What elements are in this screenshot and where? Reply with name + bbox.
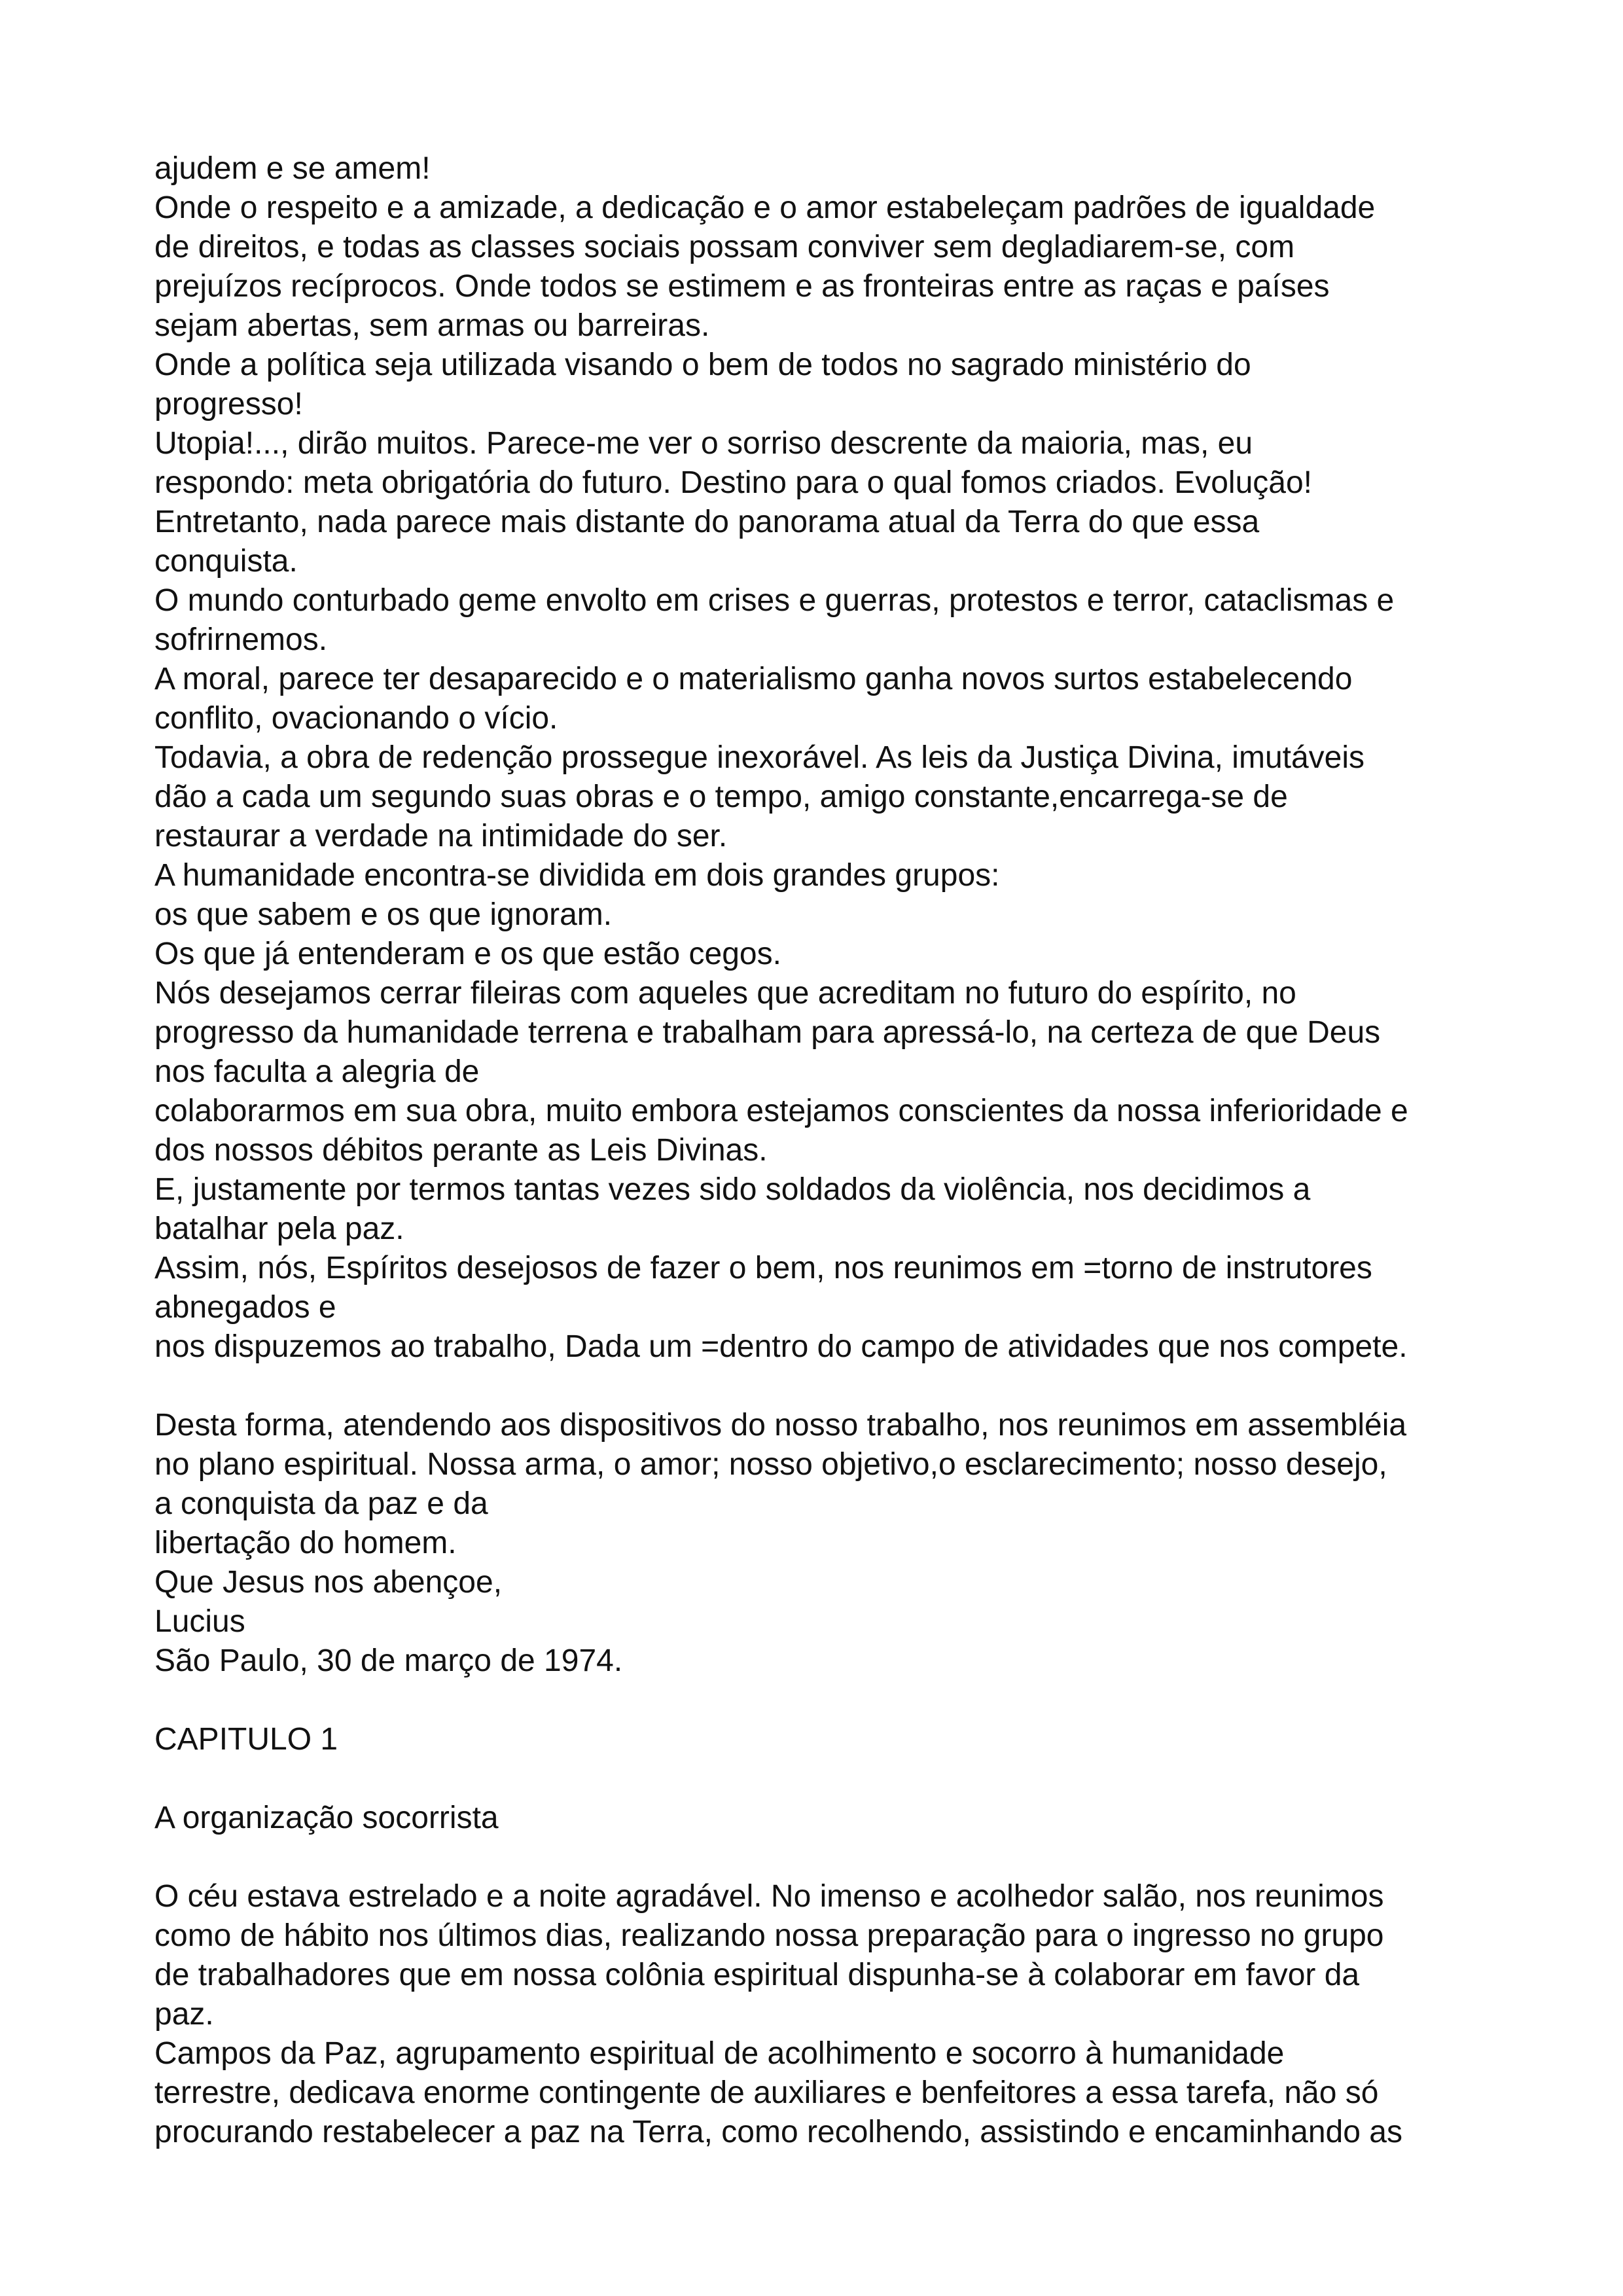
chapter-heading: CAPITULO 1 <box>154 1722 338 1757</box>
text-line: sejam abertas, sem armas ou barreiras. <box>154 308 710 343</box>
text-line: os que sabem e os que ignoram. <box>154 897 613 932</box>
text-line: procurando restabelecer a paz na Terra, como recolhendo, assistindo e encaminhando as <box>154 2115 1402 2149</box>
text-line: abnegados e <box>154 1290 336 1325</box>
text-line: sofrirnemos. <box>154 622 328 657</box>
text-line: colaborarmos em sua obra, muito embora estejamos conscientes da nossa inferioridade e <box>154 1094 1408 1128</box>
text-line: nos dispuzemos ao trabalho, Dada um =dentro do campo de atividades que nos compete. <box>154 1329 1408 1364</box>
text-line: A humanidade encontra-se dividida em dois grandes grupos: <box>154 858 1000 893</box>
text-line: de trabalhadores que em nossa colônia espiritual dispunha-se à colaborar em favor da <box>154 1958 1360 1992</box>
document-page <box>154 149 1489 2152</box>
blank-line <box>154 1367 1489 1406</box>
text-line: restaurar a verdade na intimidade do ser. <box>154 819 728 853</box>
text-line: Entretanto, nada parece mais distante do panorama atual da Terra do que essa <box>154 505 1260 539</box>
blank-line <box>154 1681 1489 1720</box>
text-line: A moral, parece ter desaparecido e o materialismo ganha novos surtos estabelecendo <box>154 662 1353 696</box>
text-line: ajudem e se amem! <box>154 151 431 186</box>
text-line: terrestre, dedicava enorme contingente de auxiliares e benfeitores a essa tarefa, não só <box>154 2075 1379 2110</box>
text-line: Campos da Paz, agrupamento espiritual de acolhimento e socorro à humanidade <box>154 2036 1285 2071</box>
text-line: como de hábito nos últimos dias, realizando nossa preparação para o ingresso no grupo <box>154 1918 1384 1953</box>
text-line: Assim, nós, Espíritos desejosos de fazer o bem, nos reunimos em =torno de instrutores <box>154 1251 1372 1285</box>
text-line: paz. <box>154 1997 214 2032</box>
text-line: Utopia!..., dirão muitos. Parece-me ver o sorriso descrente da maioria, mas, eu <box>154 426 1253 461</box>
text-line: Onde o respeito e a amizade, a dedicação e o amor estabeleçam padrões de igualdade <box>154 190 1376 225</box>
text-line: dos nossos débitos perante as Leis Divinas. <box>154 1133 768 1168</box>
text-line: Os que já entenderam e os que estão cegos. <box>154 937 781 971</box>
text-line: E, justamente por termos tantas vezes sido soldados da violência, nos decidimos a <box>154 1172 1311 1207</box>
text-line: progresso da humanidade terrena e trabalham para apressá-lo, na certeza de que Deus <box>154 1015 1381 1050</box>
text-line: prejuízos recíprocos. Onde todos se estimem e as fronteiras entre as raças e países <box>154 269 1330 304</box>
blank-line <box>154 1759 1489 1799</box>
blank-line <box>154 1838 1489 1877</box>
chapter-title: A organização socorrista <box>154 1801 499 1835</box>
text-line: Desta forma, atendendo aos dispositivos do nosso trabalho, nos reunimos em assembléia <box>154 1408 1407 1443</box>
text-line: Que Jesus nos abençoe, <box>154 1565 503 1600</box>
text-line: O céu estava estrelado e a noite agradável. No imenso e acolhedor salão, nos reunimos <box>154 1879 1384 1914</box>
text-line: Nós desejamos cerrar fileiras com aqueles que acreditam no futuro do espírito, no <box>154 976 1296 1011</box>
text-line: progresso! <box>154 387 303 422</box>
text-line: Todavia, a obra de redenção prossegue inexorável. As leis da Justiça Divina, imutáveis <box>154 740 1365 775</box>
text-line: conflito, ovacionando o vício. <box>154 701 558 736</box>
text-line: Onde a política seja utilizada visando o bem de todos no sagrado ministério do <box>154 348 1251 382</box>
text-line: a conquista da paz e da <box>154 1486 488 1521</box>
text-line: conquista. <box>154 544 298 579</box>
text-line: respondo: meta obrigatória do futuro. Destino para o qual fomos criados. Evolução! <box>154 465 1313 500</box>
signature-date: São Paulo, 30 de março de 1974. <box>154 1643 623 1678</box>
text-line: O mundo conturbado geme envolto em crises e guerras, protestos e terror, cataclismas e <box>154 583 1395 618</box>
signature-name: Lucius <box>154 1604 245 1639</box>
text-line: libertação do homem. <box>154 1526 457 1560</box>
text-line: no plano espiritual. Nossa arma, o amor; nosso objetivo,o esclarecimento; nosso desejo, <box>154 1447 1387 1482</box>
text-line: batalhar pela paz. <box>154 1211 404 1246</box>
text-line: de direitos, e todas as classes sociais possam conviver sem degladiarem-se, com <box>154 230 1295 264</box>
text-line: nos faculta a alegria de <box>154 1054 480 1089</box>
text-line: dão a cada um segundo suas obras e o tempo, amigo constante,encarrega-se de <box>154 780 1288 814</box>
